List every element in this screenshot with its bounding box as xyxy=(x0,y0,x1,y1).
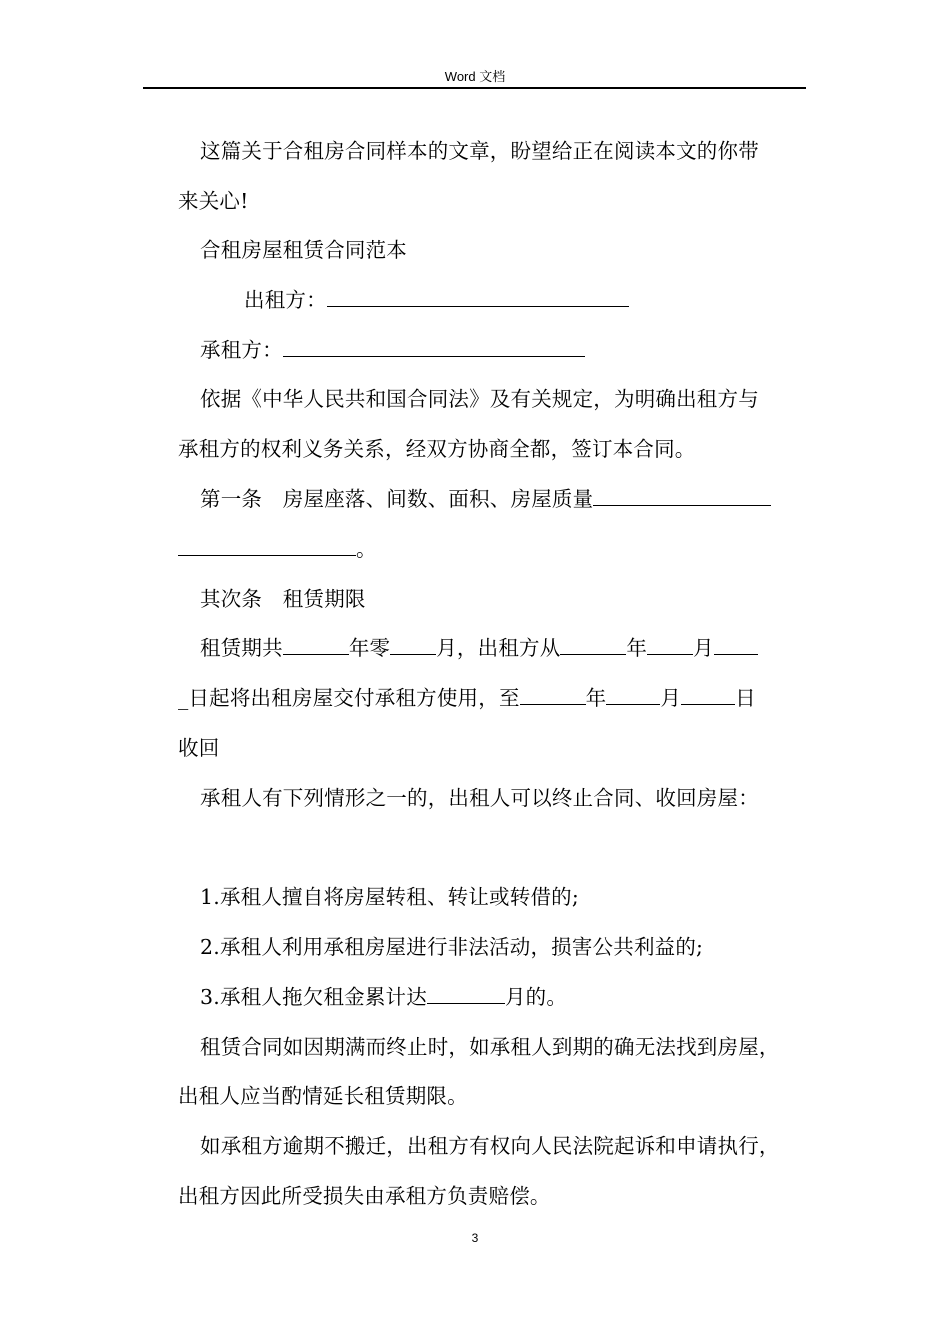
paragraph-intro: 这篇关于合租房合同样本的文章，盼望给正在阅读本文的你带 xyxy=(200,139,759,163)
term-text-d: 年 xyxy=(626,636,648,660)
start-year-blank[interactable] xyxy=(560,635,626,655)
term-years-blank[interactable] xyxy=(283,635,349,655)
article-2-title: 其次条 租赁期限 xyxy=(200,587,366,611)
start-month-blank[interactable] xyxy=(647,635,693,655)
paragraph-basis-cont: 承租方的权利义务关系，经双方协商全都，签订本合同。 xyxy=(178,437,696,461)
paragraph-expire-cont: 出租人应当酌情延长租赁期限。 xyxy=(178,1084,468,1108)
term-text-e: 月 xyxy=(693,636,714,660)
lessor-line xyxy=(244,286,629,314)
end-month-blank[interactable] xyxy=(606,685,660,705)
terminate-intro: 承租人有下列情形之一的，出租人可以终止合同、收回房屋： xyxy=(200,786,759,810)
term-text-c: 月，出租方从 xyxy=(436,636,561,660)
term-text-b: 年零 xyxy=(348,636,391,660)
list-item-1: 1.承租人擅自将房屋转租、转让或转借的; xyxy=(200,885,579,909)
term2-text-b: 年 xyxy=(585,686,607,710)
term-line-3: 收回 xyxy=(178,736,220,760)
lessee-label: 承租方： xyxy=(200,338,283,362)
arrears-months-blank[interactable] xyxy=(427,984,505,1004)
document-title: 合租房屋租赁合同范本 xyxy=(200,238,407,262)
paragraph-overdue-cont: 出租方因此所受损失由承租方负责赔偿。 xyxy=(178,1184,551,1208)
term-line-2 xyxy=(178,684,756,712)
lessor-label: 出租方： xyxy=(244,288,327,312)
end-day-blank[interactable] xyxy=(681,685,735,705)
article-1-cont xyxy=(178,535,377,563)
term-text-a: 租赁期共 xyxy=(200,636,283,660)
paragraph-overdue: 如承租方逾期不搬迁，出租方有权向人民法院起诉和申请执行， xyxy=(200,1134,780,1158)
list-item-3 xyxy=(200,983,567,1011)
page-number: 3 xyxy=(471,1231,479,1245)
header-divider xyxy=(143,87,806,89)
article-1-end: 。 xyxy=(356,537,377,561)
term2-text-a: _日起将出租房屋交付承租方使用，至 xyxy=(178,686,520,710)
lessee-blank[interactable] xyxy=(283,337,585,357)
paragraph-basis: 依据《中华人民共和国合同法》及有关规定，为明确出租方与 xyxy=(200,387,759,411)
lessor-blank[interactable] xyxy=(327,287,629,307)
article-1-blank-2[interactable] xyxy=(178,536,356,556)
paragraph-expire: 租赁合同如因期满而终止时，如承租人到期的确无法找到房屋， xyxy=(200,1035,780,1059)
item3-text-b: 月的。 xyxy=(504,985,568,1009)
term2-text-c: 月 xyxy=(660,686,682,710)
term-months-blank[interactable] xyxy=(390,635,436,655)
term2-text-d: 日 xyxy=(735,686,756,710)
article-1-label: 第一条 房屋座落、间数、面积、房屋质量 xyxy=(200,487,594,511)
item3-text-a: 3.承租人拖欠租金累计达 xyxy=(200,985,427,1009)
start-day-blank[interactable] xyxy=(714,635,758,655)
page-header: Word 文档 xyxy=(444,69,506,84)
paragraph-intro-cont: 来关心! xyxy=(178,189,249,213)
article-1-blank[interactable] xyxy=(593,486,771,506)
term-line xyxy=(200,634,758,662)
end-year-blank[interactable] xyxy=(520,685,586,705)
lessee-line xyxy=(200,336,585,364)
list-item-2: 2.承租人利用承租房屋进行非法活动，损害公共利益的; xyxy=(200,935,704,959)
article-1-line xyxy=(200,485,771,513)
